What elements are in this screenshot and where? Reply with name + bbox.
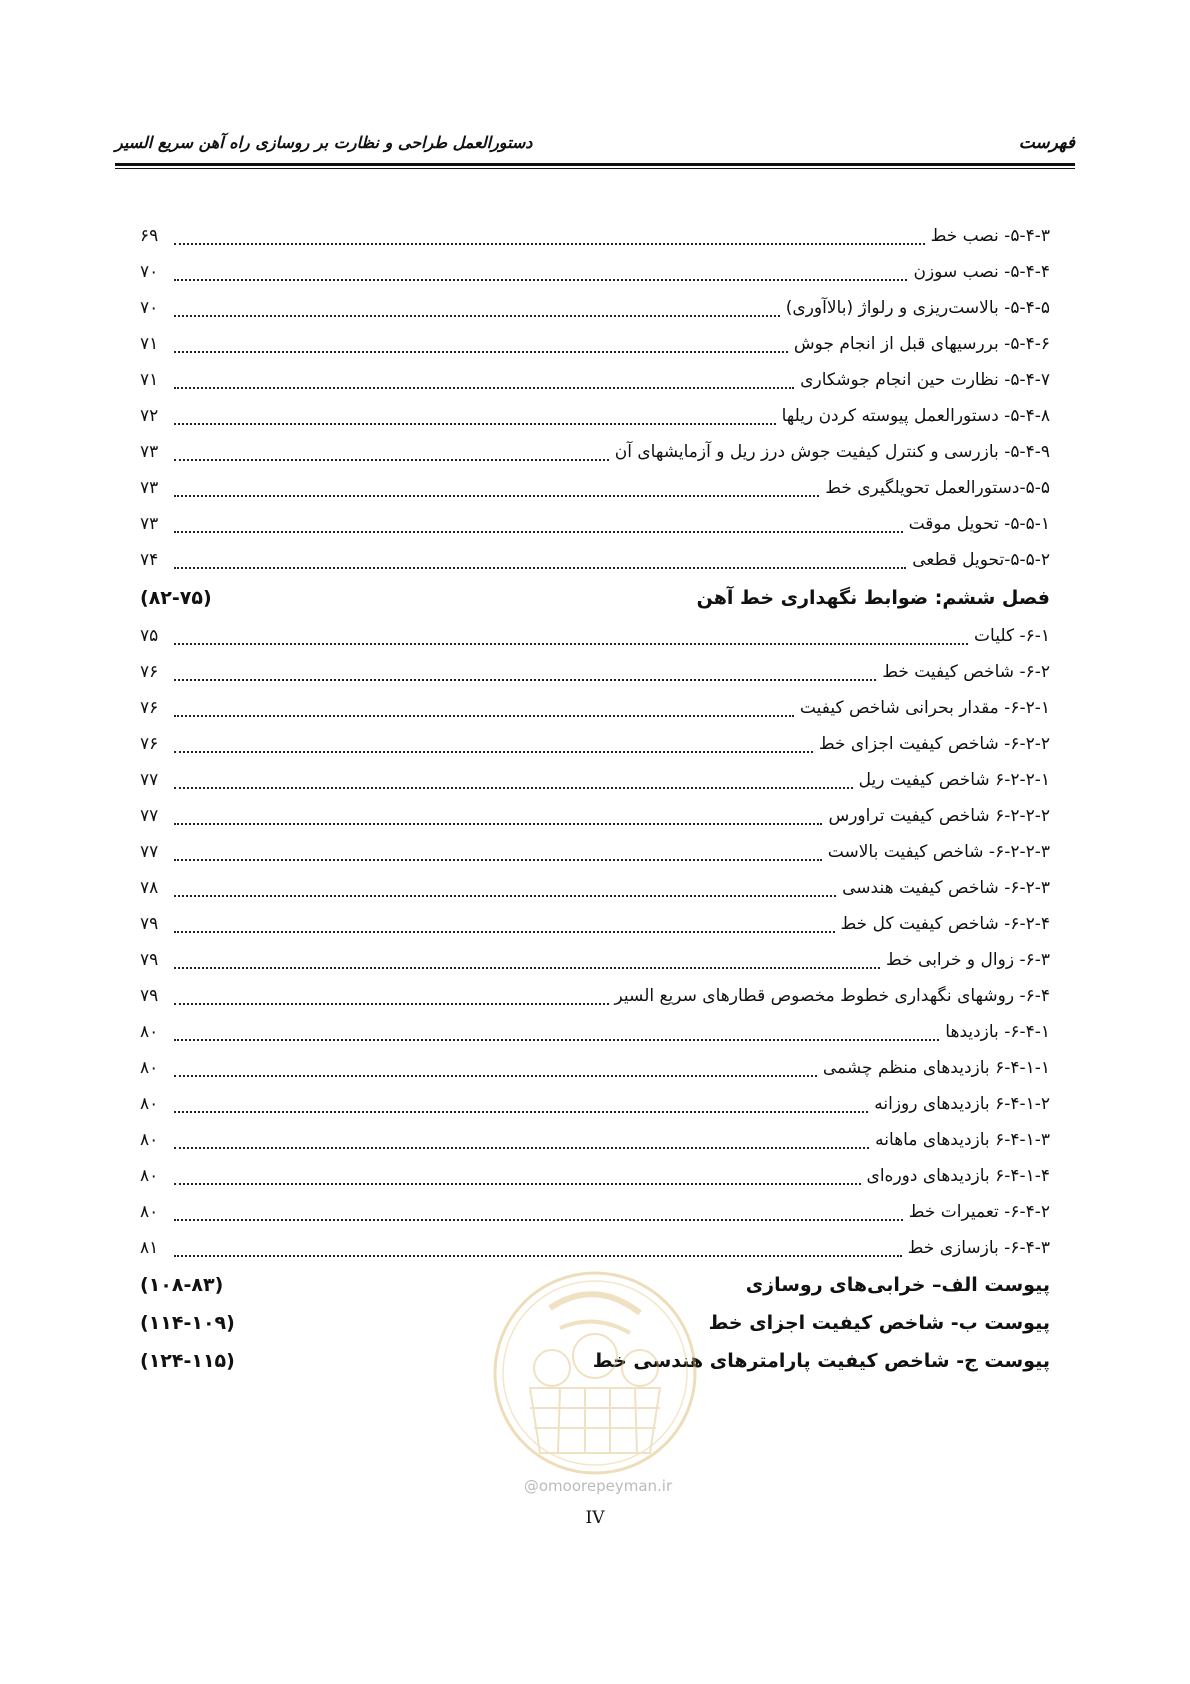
toc-entry-page: ۷۹ — [140, 914, 159, 934]
toc-entry-page: ۷۹ — [140, 950, 159, 970]
header-document-title: دستورالعمل طراحی و نظارت بر روسازی راه آهن سریع السیر — [115, 133, 533, 152]
toc-entry — [140, 254, 1050, 290]
toc-entry-title: ۶-۳- زوال و خرابی خط — [885, 950, 1050, 970]
toc-entry-page: ۶۹ — [140, 226, 159, 246]
toc-entry — [140, 470, 1050, 506]
watermark-seal-icon — [490, 1268, 700, 1478]
toc-entry-page: ۷۵ — [140, 626, 159, 646]
toc-entry-page: ۷۳ — [140, 514, 159, 534]
page-number: IV — [585, 1508, 605, 1528]
toc-entry-page: ۸۱ — [140, 1238, 159, 1258]
dot-leader — [174, 459, 609, 461]
dot-leader — [174, 1147, 869, 1149]
header-rule-thin — [115, 168, 1075, 169]
toc-entry-page: ۷۶ — [140, 734, 159, 754]
toc-entry — [140, 726, 1050, 762]
toc-entry — [140, 798, 1050, 834]
toc-entry-title: ۵-۴-۵- بالاست‌ریزی و رلواژ (بالاآوری) — [785, 298, 1050, 318]
toc-entry-page: ۷۸ — [140, 878, 159, 898]
dot-leader — [174, 751, 813, 753]
dot-leader — [174, 495, 819, 497]
at-icon: @ — [523, 1477, 539, 1495]
toc-entry-page: ۷۷ — [140, 842, 159, 862]
toc-entry-page: ۷۹ — [140, 986, 159, 1006]
dot-leader — [174, 859, 822, 861]
header-rule-thick — [115, 163, 1075, 166]
dot-leader — [174, 387, 794, 389]
toc-entry-title: ۵-۴-۳- نصب خط — [930, 226, 1050, 246]
toc-entry-page: ۸۰ — [140, 1166, 159, 1186]
dot-leader — [174, 679, 876, 681]
toc-entry-title: ۶-۴-۱- بازدیدها — [945, 1022, 1050, 1042]
toc-entry — [140, 834, 1050, 870]
toc-entry-title: ۶-۴-۱-۱ بازدیدهای منظم چشمی — [822, 1058, 1050, 1078]
toc-entry — [140, 870, 1050, 906]
toc-entry — [140, 1122, 1050, 1158]
dot-leader — [174, 715, 794, 717]
toc-entry-page: (۱۱۴-۱۰۹) — [140, 1312, 235, 1334]
toc-entry-page: (۸۲-۷۵) — [140, 587, 212, 609]
toc-entry — [140, 398, 1050, 434]
toc-entry — [140, 1050, 1050, 1086]
dot-leader — [174, 1075, 817, 1077]
toc-entry-title: ۶-۴-۱-۴ بازدیدهای دوره‌ای — [866, 1166, 1050, 1186]
toc-entry — [140, 906, 1050, 942]
toc-entry — [140, 434, 1050, 470]
toc-entry-page: (۱۲۴-۱۱۵) — [140, 1350, 235, 1372]
toc-entry-title: پیوست ج- شاخص کیفیت پارامترهای هندسی خط — [592, 1350, 1050, 1372]
toc-entry — [140, 326, 1050, 362]
toc-entry — [140, 978, 1050, 1014]
toc-entry-page: ۷۳ — [140, 478, 159, 498]
toc-entry — [140, 542, 1050, 578]
toc-entry-title: ۶-۱- کلیات — [974, 626, 1050, 646]
toc-entry-title: ۶-۴-۱-۳ بازدیدهای ماهانه — [875, 1130, 1050, 1150]
toc-entry — [140, 1086, 1050, 1122]
dot-leader — [174, 1183, 861, 1185]
toc-entry-title: ۵-۴-۹- بازرسی و کنترل کیفیت جوش درز ریل و آزمایشهای آن — [614, 442, 1050, 462]
toc-entry-page: ۷۴ — [140, 550, 159, 570]
dot-leader — [174, 315, 780, 317]
toc-entry-title: ۶-۲-۳- شاخص کیفیت هندسی — [842, 878, 1050, 898]
toc-entry-page: ۸۰ — [140, 1094, 159, 1114]
toc-entry — [140, 1230, 1050, 1266]
toc-entry-title: فصل ششم: ضوابط نگهداری خط آهن — [696, 587, 1050, 609]
toc-entry — [140, 290, 1050, 326]
toc-entry — [140, 1014, 1050, 1050]
dot-leader — [174, 1003, 609, 1005]
dot-leader — [174, 823, 822, 825]
toc-entry-title: پیوست ب- شاخص کیفیت اجزای خط — [708, 1312, 1050, 1334]
header-section-title: فهرست — [1018, 133, 1075, 153]
dot-leader — [174, 531, 903, 533]
toc-entry-title: ۶-۴-۳- بازسازی خط — [907, 1238, 1050, 1258]
toc-entry — [140, 1194, 1050, 1230]
toc-entry-title: ۶-۲-۲-۳- شاخص کیفیت بالاست — [827, 842, 1050, 862]
toc-entry-title: ۶-۲-۲-۱ شاخص کیفیت ریل — [858, 770, 1050, 790]
toc-entry-page: ۷۷ — [140, 770, 159, 790]
toc-entry-page: ۷۲ — [140, 406, 159, 426]
toc-entry-page: ۷۰ — [140, 262, 159, 282]
toc-entry-title: ۵-۴-۸- دستورالعمل پیوسته کردن ریلها — [781, 406, 1050, 426]
toc-entry-title: ۶-۴-۱-۲ بازدیدهای روزانه — [874, 1094, 1050, 1114]
toc-entry-title: ۶-۴- روشهای نگهداری خطوط مخصوص قطارهای سریع السیر — [614, 986, 1050, 1006]
toc-entry-title: ۵-۵-۲-تحویل قطعی — [912, 550, 1050, 570]
toc-entry-title: ۵-۴-۴- نصب سوزن — [913, 262, 1050, 282]
toc-entry — [140, 618, 1050, 654]
toc-entry — [140, 218, 1050, 254]
dot-leader — [174, 967, 880, 969]
toc-entry-title: ۵-۵-۱- تحویل موقت — [908, 514, 1050, 534]
dot-leader — [174, 895, 836, 897]
toc-entry-page: ۸۰ — [140, 1022, 159, 1042]
toc-entry — [140, 506, 1050, 542]
toc-entry — [140, 762, 1050, 798]
dot-leader — [174, 1219, 903, 1221]
toc-entry-title: ۵-۵-دستورالعمل تحویلگیری خط — [825, 478, 1050, 498]
dot-leader — [174, 1039, 939, 1041]
toc-chapter-heading — [140, 578, 1050, 618]
toc-entry-page: ۷۳ — [140, 442, 159, 462]
dot-leader — [174, 1255, 902, 1257]
toc-entry-page: ۷۶ — [140, 662, 159, 682]
toc-entry — [140, 362, 1050, 398]
watermark-site — [478, 1477, 718, 1495]
dot-leader — [174, 787, 853, 789]
toc-entry-page: ۷۶ — [140, 698, 159, 718]
toc-entry-title: ۵-۴-۶- بررسیهای قبل از انجام جوش — [793, 334, 1050, 354]
toc-entry-page: ۸۰ — [140, 1058, 159, 1078]
toc-entry-page: ۷۰ — [140, 298, 159, 318]
toc-entry-title: ۶-۲-۲-۲ شاخص کیفیت تراورس — [828, 806, 1050, 826]
toc-entry-title: ۶-۲-۱- مقدار بحرانی شاخص کیفیت — [799, 698, 1050, 718]
dot-leader — [174, 931, 835, 933]
toc-entry-title: ۶-۲-۴- شاخص کیفیت کل خط — [840, 914, 1050, 934]
toc-entry-page: ۸۰ — [140, 1130, 159, 1150]
dot-leader — [174, 643, 968, 645]
dot-leader — [174, 1111, 868, 1113]
toc-entry-title: ۶-۴-۲- تعمیرات خط — [908, 1202, 1050, 1222]
toc-entry-page: ۸۰ — [140, 1202, 159, 1222]
toc-entry — [140, 690, 1050, 726]
dot-leader — [174, 279, 907, 281]
toc-entry-title: ۵-۴-۷- نظارت حین انجام جوشکاری — [800, 370, 1050, 390]
dot-leader — [174, 243, 925, 245]
toc-entry-title: ۶-۲-۲- شاخص کیفیت اجزای خط — [818, 734, 1050, 754]
dot-leader — [174, 351, 788, 353]
toc-entry — [140, 942, 1050, 978]
dot-leader — [174, 423, 776, 425]
toc-entry-page: (۱۰۸-۸۳) — [140, 1274, 224, 1296]
toc-entry-page: ۷۱ — [140, 334, 159, 354]
toc-entry — [140, 654, 1050, 690]
dot-leader — [174, 567, 906, 569]
toc-entry-page: ۷۷ — [140, 806, 159, 826]
toc-entry-title: ۶-۲- شاخص کیفیت خط — [882, 662, 1050, 682]
watermark-site-text: omoorepeyman.ir — [538, 1477, 673, 1495]
toc-entry — [140, 1158, 1050, 1194]
toc-entry-page: ۷۱ — [140, 370, 159, 390]
table-of-contents — [140, 218, 1050, 1380]
page-header — [115, 133, 1075, 161]
toc-entry-title: پیوست الف– خرابی‌های روسازی — [745, 1274, 1050, 1296]
